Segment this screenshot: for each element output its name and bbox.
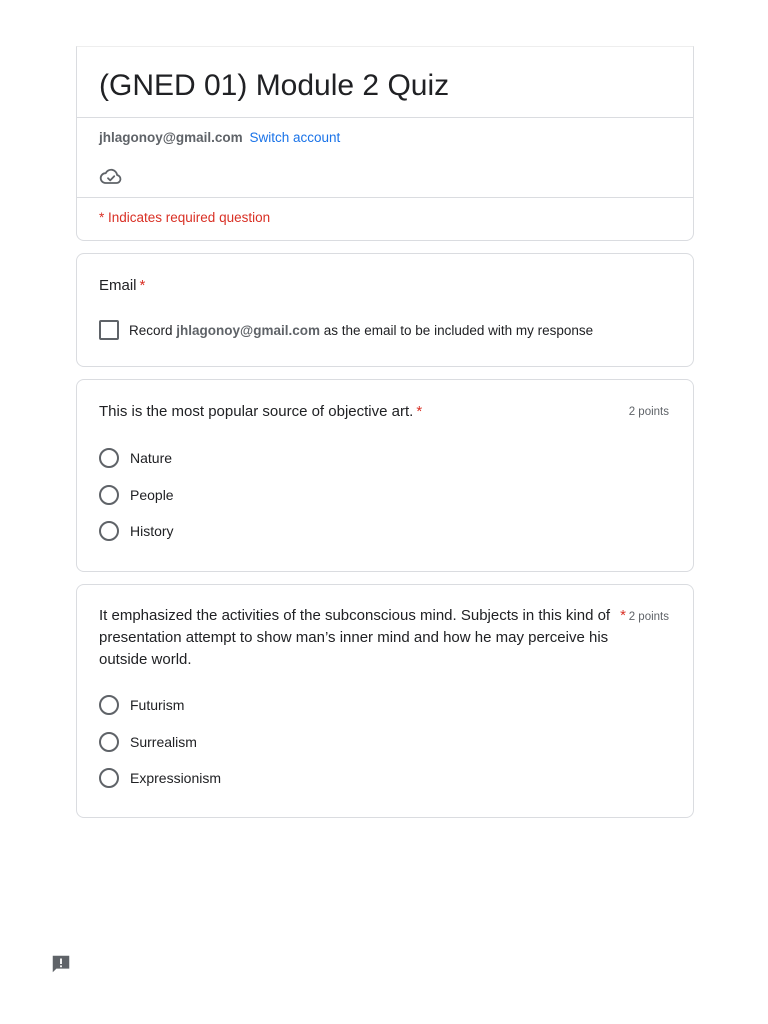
cloud-check-icon [99,164,123,188]
account-email: jhlagonoy@gmail.com [99,130,243,145]
switch-account-link[interactable]: Switch account [249,130,341,145]
option-label: Futurism [130,697,185,713]
record-prefix: Record [129,322,173,338]
option-people[interactable] [99,485,174,505]
record-email-row[interactable] [99,320,593,340]
header-divider-2 [77,197,693,198]
report-feedback-icon[interactable] [50,953,72,975]
required-asterisk: * [416,403,423,420]
email-question-title [99,275,145,297]
radio-button[interactable] [99,448,119,468]
record-email: jhlagonoy@gmail.com [176,322,320,338]
option-surrealism[interactable] [99,732,197,752]
question-points: 2 points [628,406,669,418]
option-label: People [130,487,174,503]
radio-button[interactable] [99,521,119,541]
required-asterisk: * [139,277,146,294]
question-text: This is the most popular source of objective art. [99,403,414,420]
header-divider [77,117,693,118]
required-asterisk: * [620,607,626,624]
form-header-card [76,46,694,241]
radio-button[interactable] [99,768,119,788]
form-title: (GNED 01) Module 2 Quiz [99,69,450,102]
option-label: Expressionism [130,770,222,786]
email-question-card [76,253,694,367]
record-email-checkbox[interactable] [99,320,119,340]
question-title [99,401,422,423]
question-title [99,605,626,671]
record-suffix: as the email to be included with my response [323,322,594,338]
option-label: History [130,523,174,539]
option-expressionism[interactable] [99,768,221,788]
question-text: It emphasized the activities of the subconscious mind. Subjects in this kind of presentation attempt to show man’s inner mind and how he may perceive his outside world. [99,607,611,668]
account-line [99,129,340,147]
question-points: 2 points [628,611,669,623]
option-label: Nature [130,450,173,466]
email-label: Email [99,277,137,294]
option-futurism[interactable] [99,695,184,715]
option-label: Surrealism [130,734,197,750]
option-nature[interactable] [99,448,172,468]
radio-button[interactable] [99,695,119,715]
question-card [76,379,694,572]
option-history[interactable] [99,521,174,541]
question-card [76,584,694,818]
required-note: * Indicates required question [99,210,271,225]
radio-button[interactable] [99,485,119,505]
radio-button[interactable] [99,732,119,752]
